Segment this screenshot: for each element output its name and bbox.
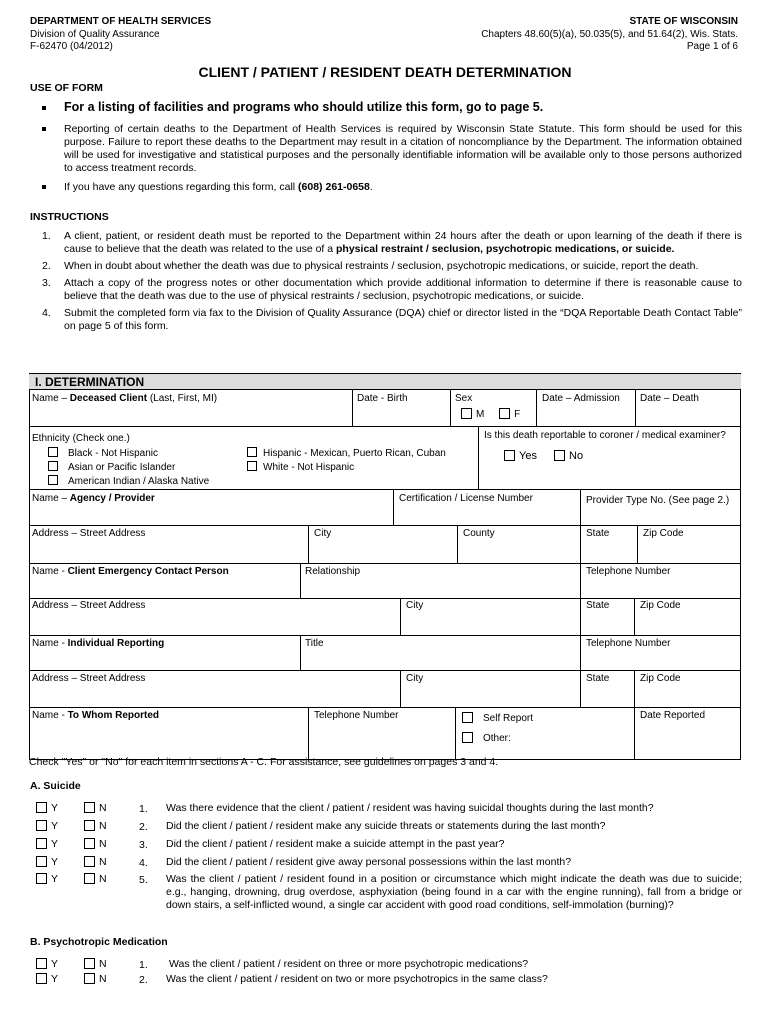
sex-f-label: F: [514, 409, 521, 420]
col-divider: [634, 598, 635, 635]
ethnicity-hispanic-checkbox[interactable]: [247, 447, 257, 457]
emergency-contact-label: Name - Client Emergency Contact Person: [32, 566, 229, 577]
q-b1-yes-checkbox[interactable]: [36, 958, 47, 969]
q-b1-no-checkbox[interactable]: [84, 958, 95, 969]
provider-type-label: Provider Type No. (See page 2.): [586, 495, 730, 506]
col-divider: [637, 525, 638, 563]
suicide-heading: A. Suicide: [30, 780, 81, 792]
ethnicity-asian-checkbox[interactable]: [48, 461, 58, 471]
division-name: Division of Quality Assurance: [30, 28, 160, 40]
sex-label: Sex: [455, 393, 473, 404]
deceased-name-label: Name – Deceased Client (Last, First, MI): [32, 393, 218, 404]
sex-m-label: M: [476, 409, 485, 420]
use-of-form-heading: USE OF FORM: [30, 82, 103, 94]
date-reported-label: Date Reported: [640, 710, 706, 721]
col-divider: [308, 525, 309, 563]
determination-heading: I. DETERMINATION: [29, 373, 741, 390]
page-number: Page 1 of 6: [686, 41, 738, 52]
contact-phone: (608) 261-0658: [298, 181, 370, 193]
q-a1-yes-checkbox[interactable]: [36, 802, 47, 813]
q-a5-yes-checkbox[interactable]: [36, 873, 47, 884]
reporter-address-label: Address – Street Address: [32, 673, 146, 684]
reporter-zip-label: Zip Code: [640, 673, 681, 684]
row-divider: [29, 525, 741, 526]
coroner-options: Yes No: [504, 450, 583, 462]
q-a1-no-checkbox[interactable]: [84, 802, 95, 813]
bullet-item: If you have any questions regarding this form, call (608) 261-0658.: [42, 181, 742, 194]
sex-options: [461, 408, 520, 421]
q-b2-yes-checkbox[interactable]: [36, 973, 47, 984]
col-divider: [400, 670, 401, 707]
individual-reporting-label: Name - Individual Reporting: [32, 638, 165, 649]
other-checkbox[interactable]: [462, 732, 473, 743]
col-divider: [308, 707, 309, 760]
dept-name: DEPARTMENT OF HEALTH SERVICES: [30, 16, 212, 27]
coroner-question: Is this death reportable to coroner / medical examiner?: [484, 430, 726, 441]
to-whom-reported-label: Name - To Whom Reported: [32, 710, 160, 721]
state-name: STATE OF WISCONSIN: [629, 16, 738, 27]
q-b2-no-checkbox[interactable]: [84, 973, 95, 984]
q-a4-no-checkbox[interactable]: [84, 856, 95, 867]
instruction-item: 4. Submit the completed form via fax to the Division of Quality Assurance (DQA) chief or director listed in the “DQA Reportable Death Contact Table” on page 5 of this form.: [42, 307, 742, 332]
ethnicity-black: Black - Not Hispanic: [48, 447, 158, 460]
ethnicity-white: White - Not Hispanic: [247, 461, 354, 474]
agency-county-label: County: [463, 528, 495, 539]
col-divider: [457, 525, 458, 563]
form-number: F-62470 (04/2012): [30, 41, 113, 52]
coroner-yes-checkbox[interactable]: [504, 450, 515, 461]
birth-date-label: Date - Birth: [357, 393, 408, 404]
statute-chapters: Chapters 48.60(5)(a), 50.035(5), and 51.64(2), Wis. Stats.: [481, 28, 738, 40]
col-divider: [455, 707, 456, 760]
emergency-state-label: State: [586, 600, 610, 611]
bullet-item: Reporting of certain deaths to the Department of Health Services is required by Wisconsin State Statute. This form should be used for this purpose. Failure to report these deaths to the Department may result in a citation of noncompliance by the Department. The information obtained will be used for investigative and statistical purposes and the personally identifiable information will be available only to those persons authorized to access treatment records.: [42, 123, 742, 175]
check-instructions: Check "Yes" or "No" for each item in sections A - C. For assistance, see guidelines on pages 3 and 4.: [29, 756, 499, 768]
page-title: CLIENT / PATIENT / RESIDENT DEATH DETERMINATION: [198, 64, 572, 80]
psychotropic-heading: B. Psychotropic Medication: [30, 936, 168, 948]
col-divider: [393, 489, 394, 525]
agency-state-label: State: [586, 528, 610, 539]
bullet-square-icon: [42, 106, 46, 110]
bullet-square-icon: [42, 127, 46, 131]
row-divider: [29, 489, 741, 490]
header-left: [30, 16, 211, 54]
instruction-item: 1. A client, patient, or resident death must be reported to the Department within 24 hours after the death or upon learning of the death if there is cause to believe that the death was related to the use of a physical restraint / seclusion, psychotropic medications, or suicide.: [42, 230, 742, 255]
self-report-checkbox[interactable]: [462, 712, 473, 723]
col-divider: [450, 390, 451, 426]
row-divider: [29, 635, 741, 636]
other-option: Other:: [462, 732, 511, 745]
emergency-address-label: Address – Street Address: [32, 600, 146, 611]
col-divider: [580, 635, 581, 670]
row-divider: [29, 563, 741, 564]
self-report-option: Self Report: [462, 712, 533, 725]
q-a2-yes-checkbox[interactable]: [36, 820, 47, 831]
q-a4-yes-checkbox[interactable]: [36, 856, 47, 867]
col-divider: [300, 563, 301, 598]
sex-m-checkbox[interactable]: [461, 408, 472, 419]
col-divider: [536, 390, 537, 426]
emergency-phone-label: Telephone Number: [586, 566, 671, 577]
col-divider: [580, 598, 581, 635]
emergency-zip-label: Zip Code: [640, 600, 681, 611]
ethnicity-asian: Asian or Pacific Islander: [48, 461, 175, 474]
col-divider: [580, 563, 581, 598]
instruction-item: 2. When in doubt about whether the death was due to physical restraints / seclusion, psychotropic medications, or suicide, report the death.: [42, 260, 699, 272]
q-a3-no-checkbox[interactable]: [84, 838, 95, 849]
col-divider: [478, 426, 479, 489]
reporter-phone-label: Telephone Number: [586, 638, 671, 649]
death-date-label: Date – Death: [640, 393, 699, 404]
agency-address-label: Address – Street Address: [32, 528, 146, 539]
q-a2-no-checkbox[interactable]: [84, 820, 95, 831]
bullet-square-icon: [42, 185, 46, 189]
certification-label: Certification / License Number: [399, 493, 533, 504]
coroner-no-checkbox[interactable]: [554, 450, 565, 461]
col-divider: [634, 707, 635, 760]
to-whom-phone-label: Telephone Number: [314, 710, 399, 721]
col-divider: [300, 635, 301, 670]
ethnicity-white-checkbox[interactable]: [247, 461, 257, 471]
col-divider: [352, 390, 353, 426]
row-divider: [29, 426, 741, 427]
header-right: [481, 16, 738, 54]
col-divider: [580, 670, 581, 707]
sex-f-checkbox[interactable]: [499, 408, 510, 419]
ethnicity-label: Ethnicity (Check one.): [32, 433, 130, 444]
q-a3-yes-checkbox[interactable]: [36, 838, 47, 849]
ethnicity-black-checkbox[interactable]: [48, 447, 58, 457]
form-page: DEPARTMENT OF HEALTH SERVICES Division of Quality Assurance F-62470 (04/2012) STATE OF WISCONSIN Chapters 48.60(5)(a), 50.035(5), and 51.64(2), Wis. Stats. Page 1 of 6 CLIENT / PATIENT / RESIDENT DEATH DETERMINATION USE OF FORM For a listing of facilities and programs who should utilize this form, go to page 5. Reporting of certain deaths to the Department of Health Services is required by Wisconsin State Statute. This form should be used for this purpose. Failure to report these deaths to the Department may result in a citation of noncompliance by the Department. The information obtained will be used for investigative and statistical purposes and the personally identifiable information will be available only to those persons authorized to access treatment records. If you have any questions regarding this form, call (608) 261-0658. INSTRUCTIONS 1. A client, patient, or resident death must be reported to the Department within 24 hours after the death or upon learning of the death if there is cause to believe that the death was related to the use of a physical restraint / seclusion, psychotropic medications, or suicide. 2. When in doubt about whether the death was due to physical restraints / seclusion, psychotropic medications, or suicide, report the death. 3. Attach a copy of the progress notes or other documentation which provide additional information to determine if there is reasonable cause to believe that the death was due to the use of physical restraints / seclusion, psychotropic medications, or suicide. 4. Submit the completed form via fax to the Division of Quality Assurance (DQA) chief or director listed in the “DQA Reportable Death Contact Table” on page 5 of this form. I. DETERMINATION Name – Deceased Client (Last, First, MI) Date - Birth Sex M F Date – Admission Date – Death Ethnicity (Check one.) Black - Not Hispanic Asian or Pacific Islander American Indian / Alaska Native Hispanic - Mexican, Puerto Rican, Cuban White - Not Hispanic Is this death reportable to coroner / medical examiner? Yes No Name – Agency / Provider Certification / License Number Provider Type No. (See page 2.) Address – Street Address City County State Zip Code Name - Client Emergency Contact Person Relationship Telephone Number Address – Street Address City State Zip Code Name - Individual Reporting Title Telephone Number Address – Street Address City State Zip Code Name - To Whom Reported Telephone Number Self Report Other: Date Reported Check "Yes" or "No" for each item in sections A - C. For assistance, see guidelines on pages 3 and 4. A. Suicide Y N 1. Was there evidence that the client / patient / resident was having suicidal thoughts during the last month? Y N 2. Did the client / patient / resident make any suicide threats or statements during the last month? Y N 3. Did the client / patient / resident make a suicide attempt in the past year? Y N 4. Did the client / patient / resident give away personal possessions within the last month? Y N 5. Was the client / patient / resident found in a position or circumstance which might indicate the death was due to suicide; e.g., hanging, drowning, drug overdose, asphyxiation (being found in a car with the engine running), fall from a bridge or down stairs, a self-inflicted wound, a single car accident with good road conditions, self-immolation (burning)? B. Psychotropic Medication Y N 1. Was the client / patient / resident on three or more psychotropic medications? Y N 2. Was the client / patient / resident on two or more psychotropics in the same class?: [0, 0, 770, 1024]
instructions-list: [36, 230, 742, 337]
col-divider: [400, 598, 401, 635]
reporter-title-label: Title: [305, 638, 324, 649]
bullet-item: For a listing of facilities and programs who should utilize this form, go to page 5.: [42, 100, 742, 115]
relationship-label: Relationship: [305, 566, 361, 577]
col-divider: [580, 525, 581, 563]
instruction-item: 3. Attach a copy of the progress notes or other documentation which provide additional information to determine if there is reasonable cause to believe that the death was due to the use of physical restraints / seclusion, psychotropic medications, or suicide.: [42, 277, 742, 302]
instructions-heading: INSTRUCTIONS: [30, 211, 109, 223]
reporter-city-label: City: [406, 673, 424, 684]
agency-zip-label: Zip Code: [643, 528, 684, 539]
ethnicity-american-indian-checkbox[interactable]: [48, 475, 58, 485]
use-of-form-list: [42, 100, 742, 200]
ethnicity-american-indian: American Indian / Alaska Native: [48, 475, 209, 488]
col-divider: [635, 390, 636, 426]
admission-date-label: Date – Admission: [542, 393, 620, 404]
col-divider: [580, 489, 581, 525]
q-a5-no-checkbox[interactable]: [84, 873, 95, 884]
agency-name-label: Name – Agency / Provider: [32, 493, 155, 504]
emergency-city-label: City: [406, 600, 424, 611]
reporter-state-label: State: [586, 673, 610, 684]
agency-city-label: City: [314, 528, 332, 539]
col-divider: [634, 670, 635, 707]
ethnicity-hispanic: Hispanic - Mexican, Puerto Rican, Cuban: [247, 447, 446, 460]
